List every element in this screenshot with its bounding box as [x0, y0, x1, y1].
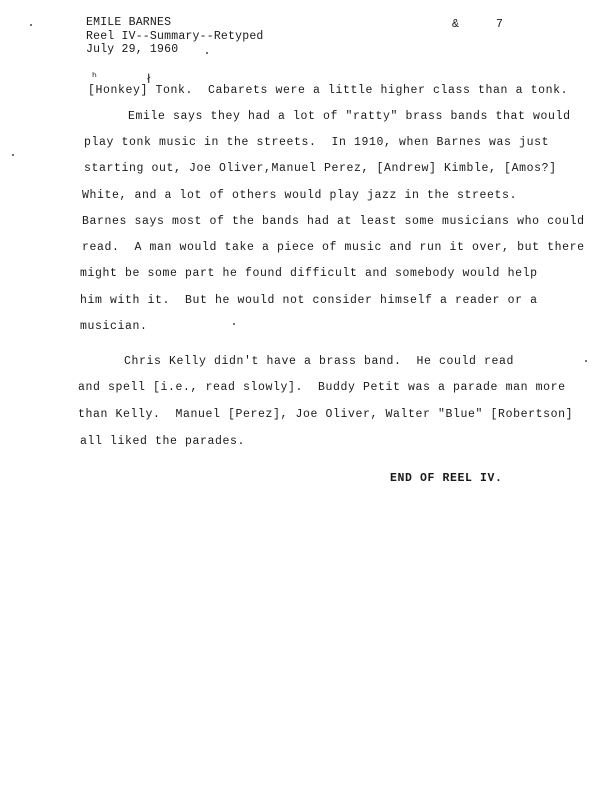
handwritten-correction-t: ł — [147, 72, 151, 86]
body-line-8: might be some part he found difficult and somebody would help — [80, 267, 538, 280]
page-number: 7 — [496, 18, 503, 31]
handwritten-correction-h: ʰ — [92, 70, 97, 84]
ampersand-mark: & — [452, 18, 459, 31]
body-line-5: White, and a lot of others would play jazz in the streets. — [82, 189, 518, 202]
interview-date: July 29, 1960 — [86, 43, 179, 56]
scan-speck — [206, 52, 208, 54]
body-line-2: Emile says they had a lot of "ratty" brass bands that would — [128, 110, 571, 123]
body-line-10: musician. — [80, 320, 148, 333]
body-line-9: him with it. But he would not consider himself a reader or a — [80, 294, 538, 307]
body-line-7: read. A man would take a piece of music and run it over, but there — [82, 241, 585, 254]
scan-speck — [233, 323, 235, 325]
reel-title: Reel IV--Summary--Retyped — [86, 30, 264, 43]
scan-speck — [12, 154, 14, 156]
interviewee-name: EMILE BARNES — [86, 16, 172, 29]
body-line-12: and spell [i.e., read slowly]. Buddy Petit was a parade man more — [78, 381, 566, 394]
body-line-11: Chris Kelly didn't have a brass band. He could read — [124, 355, 515, 368]
body-line-6: Barnes says most of the bands had at least some musicians who could — [82, 215, 585, 228]
body-line-14: all liked the parades. — [80, 435, 246, 448]
body-line-13: than Kelly. Manuel [Perez], Joe Oliver, Walter "Blue" [Robertson] — [78, 408, 574, 421]
body-line-3: play tonk music in the streets. In 1910, when Barnes was just — [84, 136, 550, 149]
body-line-1: [Honkey] Tonk. Cabarets were a little higher class than a tonk. — [88, 84, 569, 97]
body-line-4: starting out, Joe Oliver,Manuel Perez, [Andrew] Kimble, [Amos?] — [84, 162, 557, 175]
scan-speck — [30, 24, 32, 26]
scan-speck — [585, 360, 587, 362]
end-of-reel: END OF REEL IV. — [390, 472, 503, 485]
